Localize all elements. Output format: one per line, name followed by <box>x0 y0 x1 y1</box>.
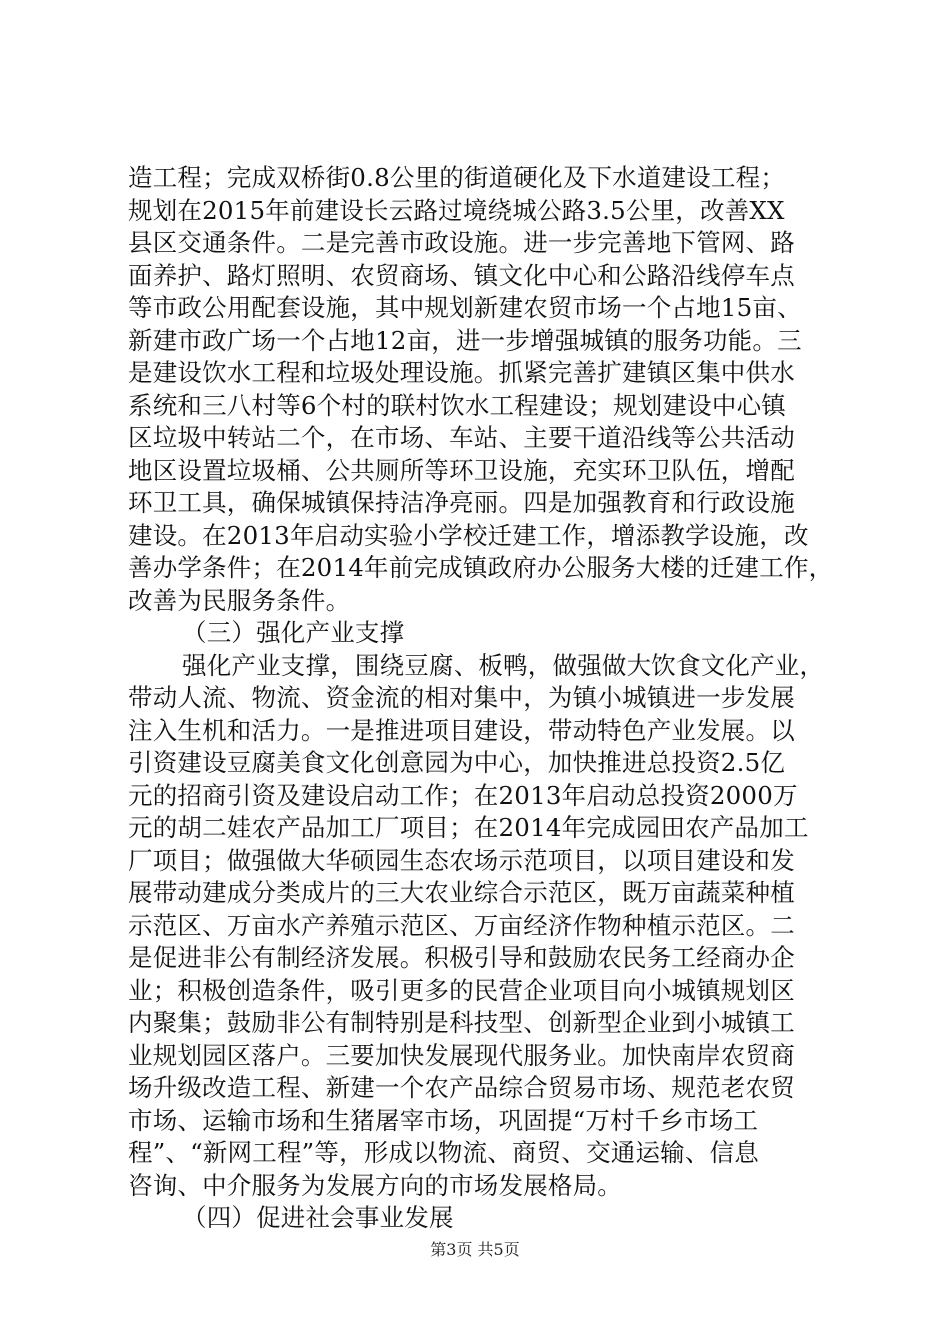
text-line: 带动人流、物流、资金流的相对集中，为镇小城镇进一步发展 <box>128 683 795 712</box>
text-line: 厂项目；做强做大华硕园生态农场示范项目，以项目建设和发 <box>128 845 795 875</box>
text-line: 是建设饮水工程和垃圾处理设施。抓紧完善扩建镇区集中供水 <box>128 358 795 387</box>
text-line: 内聚集；鼓励非公有制特别是科技型、创新型企业到小城镇工 <box>128 1008 795 1037</box>
text-line: 地区设置垃圾桶、公共厕所等环卫设施，充实环卫队伍，增配 <box>128 455 795 485</box>
text-line: 元的招商引资及建设启动工作；在2013年启动总投资2000万 <box>128 780 798 810</box>
text-line: 善办学条件；在2014年前完成镇政府办公服务大楼的迁建工作， <box>128 553 834 582</box>
text-line: 业；积极创造条件，吸引更多的民营企业项目向小城镇规划区 <box>128 975 795 1005</box>
document-body <box>128 162 834 1235</box>
text-line: 县区交通条件。二是完善市政设施。进一步完善地下管网、路 <box>128 228 795 257</box>
text-line: 新建市政广场一个占地12亩，进一步增强城镇的服务功能。三 <box>128 325 802 355</box>
text-line: 面养护、路灯照明、农贸商场、镇文化中心和公路沿线停车点 <box>128 260 795 290</box>
text-line: 区垃圾中转站二个，在市场、车站、主要干道沿线等公共活动 <box>128 423 795 452</box>
paragraph-start: 强化产业支撑，围绕豆腐、板鸭，做强做大饮食文化产业， <box>182 650 825 680</box>
section-heading-4: （四）促进社会事业发展 <box>182 1203 454 1232</box>
text-line: 改善为民服务条件。 <box>128 585 351 615</box>
section-heading-3: （三）强化产业支撑 <box>182 618 405 647</box>
text-line: 程”、“新网工程”等，形成以物流、商贸、交通运输、信息 <box>128 1138 759 1167</box>
text-line: 场升级改造工程、新建一个农产品综合贸易市场、规范老农贸 <box>128 1073 795 1102</box>
text-line: 示范区、万亩水产养殖示范区、万亩经济作物种植示范区。二 <box>128 910 795 940</box>
text-line: 建设。在2013年启动实验小学校迁建工作，增添教学设施，改 <box>128 520 809 550</box>
page-footer <box>0 1240 950 1260</box>
text-line: 注入生机和活力。一是推进项目建设，带动特色产业发展。以 <box>128 715 795 745</box>
text-line: 元的胡二娃农产品加工厂项目；在2014年完成园田农产品加工 <box>128 813 809 842</box>
text-line: 等市政公用配套设施，其中规划新建农贸市场一个占地15亩、 <box>128 293 802 322</box>
text-line: 引资建设豆腐美食文化创意园为中心，加快推进总投资2.5亿 <box>128 748 786 777</box>
page-number-label: 第3页 共5页 <box>430 1240 520 1259</box>
text-line: 市场、运输市场和生猪屠宰市场，巩固提“万村千乡市场工 <box>128 1105 759 1135</box>
text-line: 业规划园区落户。三要加快发展现代服务业。加快南岸农贸商 <box>128 1040 795 1070</box>
text-line: 规划在2015年前建设长云路过境绕城公路3.5公里，改善XX <box>128 195 785 225</box>
text-line: 系统和三八村等6个村的联村饮水工程建设；规划建设中心镇 <box>128 390 786 420</box>
text-line: 是促进非公有制经济发展。积极引导和鼓励农民务工经商办企 <box>128 943 795 972</box>
text-line: 造工程；完成双桥街0.8公里的街道硬化及下水道建设工程； <box>128 163 786 192</box>
text-line: 展带动建成分类成片的三大农业综合示范区，既万亩蔬菜种植 <box>128 878 795 907</box>
text-line: 咨询、中介服务为发展方向的市场发展格局。 <box>128 1170 622 1200</box>
text-line: 环卫工具，确保城镇保持洁净亮丽。四是加强教育和行政设施 <box>128 488 795 517</box>
